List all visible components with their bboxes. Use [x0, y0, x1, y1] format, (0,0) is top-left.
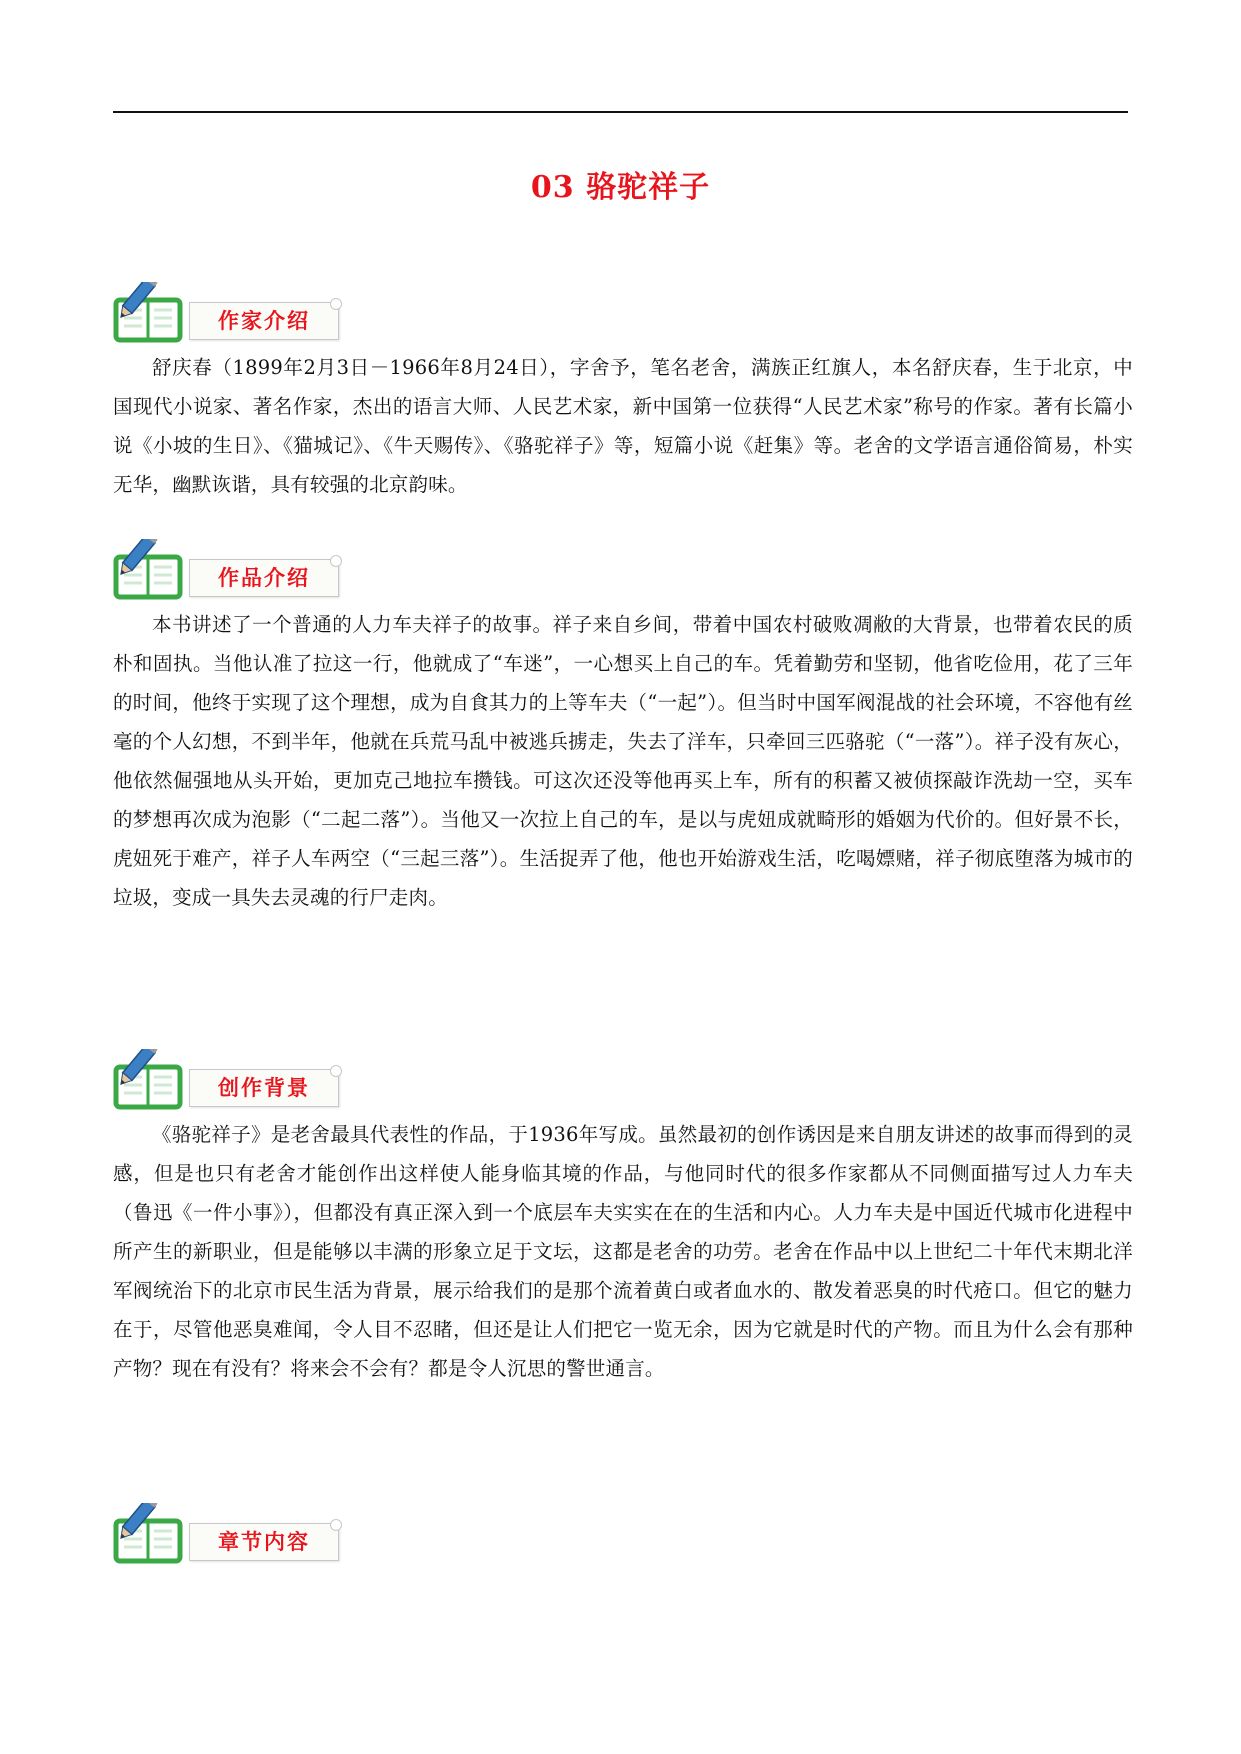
section-label-box — [189, 559, 339, 597]
section-label: 作品介绍 — [218, 565, 310, 590]
section-paragraph: 舒庆春（1899年2月3日－1966年8月24日），字舍予，笔名老舍，满族正红旗人，本名舒庆春，生于北京，中国现代小说家、著名作家，杰出的语言大师、人民艺术家，新中国第一位获得“人民艺术家”称号的作家。著有长篇小说《小坡的生日》、《猫城记》、《牛天赐传》、《骆驼祥子》等，短篇小说《赶集》等。老舍的文学语言通俗简易，朴实无华，幽默诙谐，具有较强的北京韵味。 — [113, 356, 1133, 496]
header-rule — [113, 111, 1128, 113]
document-title: 03 骆驼祥子 — [530, 170, 711, 205]
section-paragraph: 本书讲述了一个普通的人力车夫祥子的故事。祥子来自乡间，带着中国农村破败凋敝的大背景，也带着农民的质朴和固执。当他认准了拉这一行，他就成了“车迷”，一心想买上自己的车。凭着勤劳和坚韧，他省吃俭用，花了三年的时间，他终于实现了这个理想，成为自食其力的上等车夫（“一起”）。但当时中国军阀混战的社会环境，不容他有丝毫的个人幻想，不到半年，他就在兵荒马乱中被逃兵掳走，失去了洋车，只牵回三匹骆驼（“一落”）。祥子没有灰心，他依然倔强地从头开始，更加克己地拉车攒钱。可这次还没等他再买上车，所有的积蓄又被侦探敲诈洗劫一空，买车的梦想再次成为泡影（“二起二落”）。当他又一次拉上自己的车，是以与虎妞成就畸形的婚姻为代价的。但好景不长，虎妞死于难产，祥子人车两空（“三起三落”）。生活捉弄了他，他也开始游戏生活，吃喝嫖赌，祥子彻底堕落为城市的垃圾，变成一具失去灵魂的行尸走肉。 — [113, 613, 1133, 909]
section-header-chapters — [113, 1503, 343, 1565]
section-label-box — [189, 302, 339, 340]
section-header-work — [113, 539, 343, 601]
section-label: 章节内容 — [218, 1529, 310, 1554]
book-pencil-icon — [113, 539, 193, 601]
section-label-box — [189, 1523, 339, 1561]
book-pencil-icon — [113, 1503, 193, 1565]
section-header-author — [113, 282, 343, 344]
section-label: 创作背景 — [218, 1075, 310, 1100]
section-header-background — [113, 1049, 343, 1111]
section-label: 作家介绍 — [218, 308, 310, 333]
section-paragraph: 《骆驼祥子》是老舍最具代表性的作品，于1936年写成。虽然最初的创作诱因是来自朋友讲述的故事而得到的灵感，但是也只有老舍才能创作出这样使人能身临其境的作品，与他同时代的很多作家都从不同侧面描写过人力车夫（鲁迅《一件小事》），但都没有真正深入到一个底层车夫实实在在的生活和内心。人力车夫是中国近代城市化进程中所产生的新职业，但是能够以丰满的形象立足于文坛，这都是老舍的功劳。老舍在作品中以上世纪二十年代末期北洋军阀统治下的北京市民生活为背景，展示给我们的是那个流着黄白或者血水的、散发着恶臭的时代疮口。但它的魅力在于，尽管他恶臭难闻，令人目不忍睹，但还是让人们把它一览无余，因为它就是时代的产物。而且为什么会有那种产物？现在有没有？将来会不会有？都是令人沉思的警世通言。 — [113, 1123, 1133, 1380]
book-pencil-icon — [113, 1049, 193, 1111]
section-label-box — [189, 1069, 339, 1107]
book-pencil-icon — [113, 282, 193, 344]
